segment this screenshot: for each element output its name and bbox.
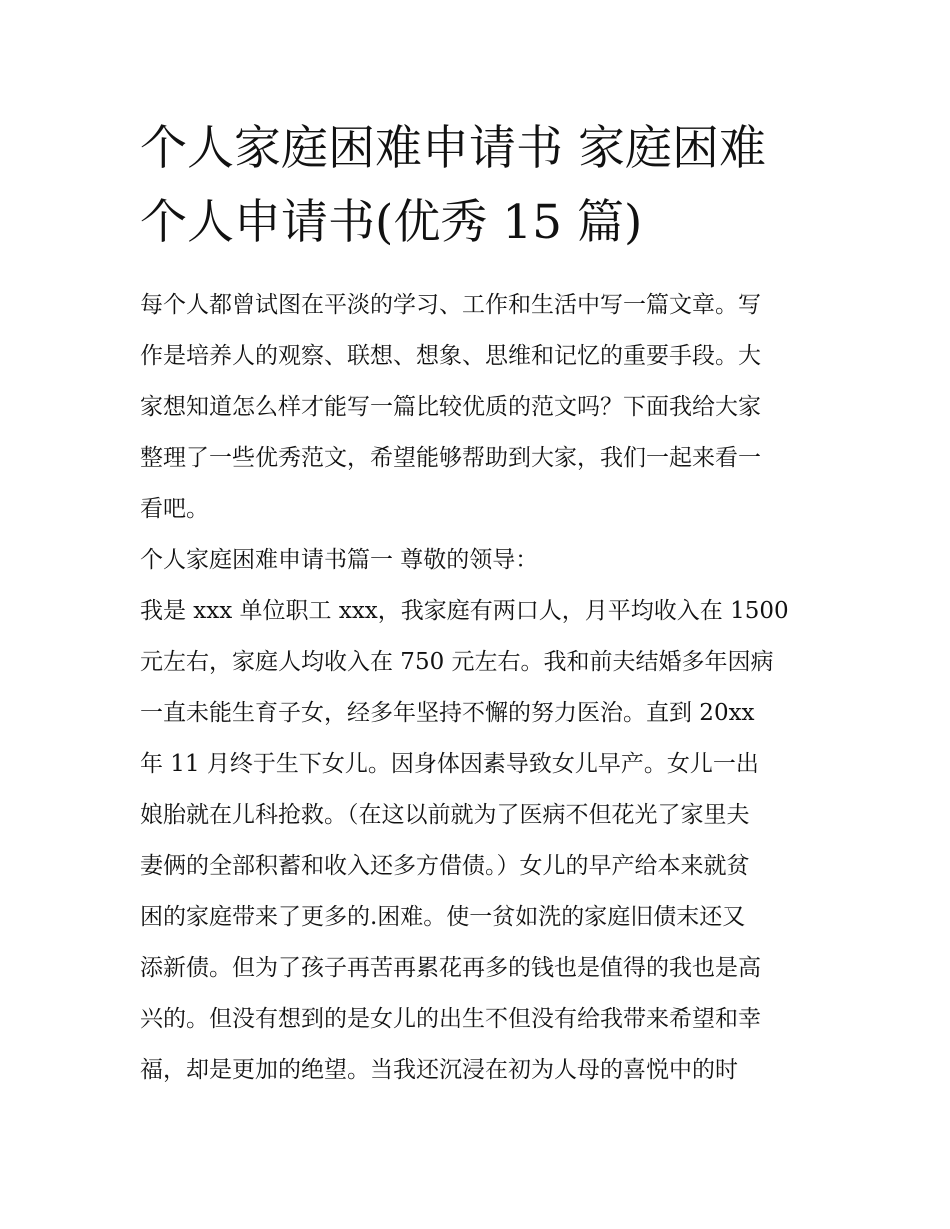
section-heading bbox=[140, 535, 815, 586]
heading-line: 个人家庭困难申请书篇一 尊敬的领导： bbox=[140, 547, 539, 573]
text-line: 作是培养人的观察、联想、想象、思维和记忆的重要手段。大 bbox=[140, 343, 761, 369]
text-line: 娘胎就在儿科抢救。（在这以前就为了医病不但花光了家里夫 bbox=[140, 802, 750, 828]
text-line: 每个人都曾试图在平淡的学习、工作和生活中写一篇文章。写 bbox=[140, 292, 761, 318]
text-line: 福，却是更加的绝望。当我还沉浸在初为人母的喜悦中的时 bbox=[140, 1057, 738, 1083]
text-line: 兴的。但没有想到的是女儿的出生不但没有给我带来希望和幸 bbox=[140, 1006, 761, 1032]
document-content bbox=[140, 112, 815, 1096]
text-line: 我是 xxx 单位职工 xxx，我家庭有两口人，月平均收入在 1500 bbox=[140, 598, 789, 624]
text-line: 添新债。但为了孩子再苦再累花再多的钱也是值得的我也是高 bbox=[140, 955, 761, 981]
document-title bbox=[140, 112, 815, 260]
title-line: 个人申请书(优秀 15 篇) bbox=[140, 195, 643, 250]
text-line: 元左右，家庭人均收入在 750 元左右。我和前夫结婚多年因病 bbox=[140, 649, 774, 675]
intro-paragraph bbox=[140, 280, 815, 535]
text-line: 一直未能生育子女，经多年坚持不懈的努力医治。直到 20xx bbox=[140, 700, 755, 726]
text-line: 困的家庭带来了更多的.困难。使一贫如洗的家庭旧债末还又 bbox=[140, 904, 746, 930]
text-line: 家想知道怎么样才能写一篇比较优质的范文吗？下面我给大家 bbox=[140, 394, 761, 420]
text-line: 整理了一些优秀范文，希望能够帮助到大家，我们一起来看一 bbox=[140, 445, 761, 471]
text-line: 年 11 月终于生下女儿。因身体因素导致女儿早产。女儿一出 bbox=[140, 751, 759, 777]
body-paragraph bbox=[140, 586, 815, 1096]
title-line: 个人家庭困难申请书 家庭困难 bbox=[140, 121, 766, 176]
text-line: 看吧。 bbox=[140, 496, 209, 522]
text-line: 妻俩的全部积蓄和收入还多方借债。）女儿的早产给本来就贫 bbox=[140, 853, 750, 879]
